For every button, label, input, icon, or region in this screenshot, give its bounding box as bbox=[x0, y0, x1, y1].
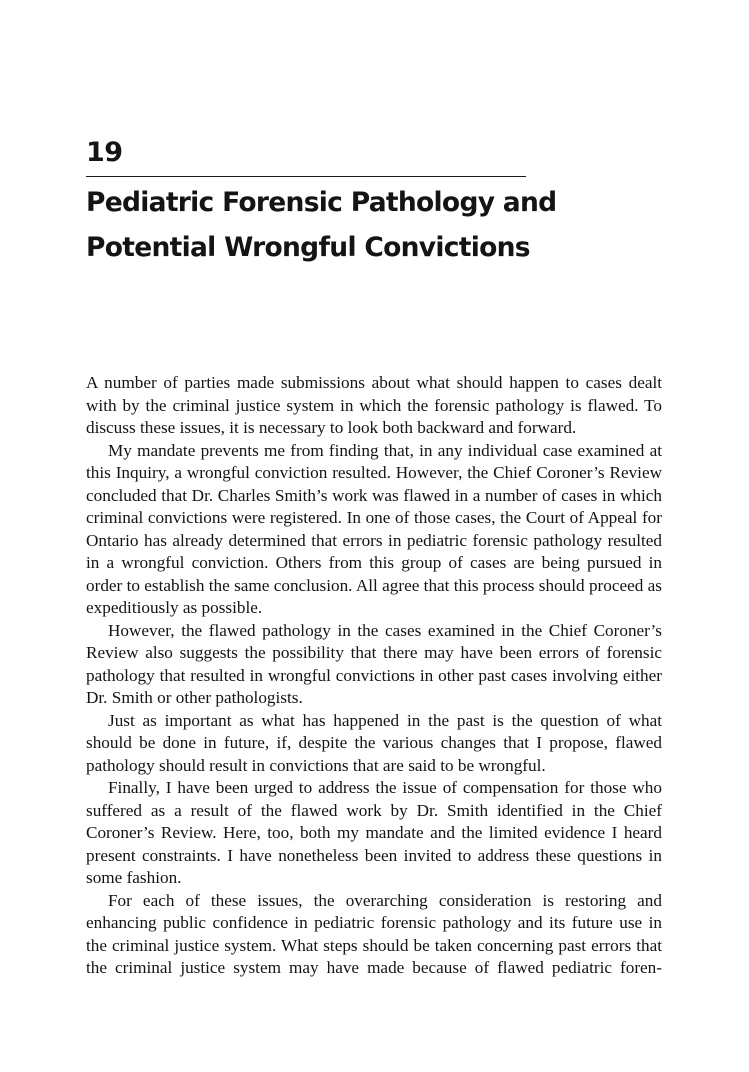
paragraph-6: For each of these issues, the overarching consideration is restoring and enhancing public confidence in pediatric forensic pathology and its future use in the criminal justice system. What steps should be taken concerning past errors that the criminal justice system may have made because of flawed pediatric foren- bbox=[86, 890, 662, 977]
paragraph-2: My mandate prevents me from finding that, in any individual case examined at this Inquiry, a wrongful conviction resulted. However, the Chief Coroner’s Review concluded that Dr. Charles Smith’s work was flawed in a number of cases in which criminal convictions were registered. In one of those cases, the Court of Appeal for Ontario has already determined that errors in pediatric forensic pathology resulted in a wrongful conviction. Others from this group of cases are being pursued in order to establish the same conclusion. All agree that this process should proceed as expeditiously as possible. bbox=[86, 440, 662, 617]
paragraph-4: Just as important as what has happened in the past is the question of what should be done in future, if, despite the various changes that I propose, flawed pathology should result in convictions that are said to be wrongful. bbox=[86, 710, 662, 775]
chapter-rule-divider bbox=[86, 176, 526, 177]
chapter-title-line-1: Pediatric Forensic Pathology and bbox=[86, 187, 557, 218]
chapter-body bbox=[86, 372, 662, 980]
paragraph-1: A number of parties made submissions about what should happen to cases dealt with by the criminal justice system in which the forensic pathology is flawed. To discuss these issues, it is necessary to look both backward and forward. bbox=[86, 373, 662, 437]
paragraph-5: Finally, I have been urged to address the issue of compensation for those who suffered as a result of the flawed work by Dr. Smith identified in the Chief Coroner’s Review. Here, too, both my mandate and the limited evidence I heard present constraints. I have nonetheless been invited to address these questions in some fashion. bbox=[86, 778, 662, 887]
paragraph-3: However, the flawed pathology in the cases examined in the Chief Coroner’s Review also suggests the possibility that there may have been errors of forensic pathology that resulted in wrongful convictions in other past cases involving either Dr. Smith or other pathologists. bbox=[86, 620, 662, 707]
chapter-number: 19 bbox=[86, 137, 123, 168]
chapter-title bbox=[86, 180, 556, 270]
chapter-title-line-2: Potential Wrongful Convictions bbox=[86, 232, 530, 263]
